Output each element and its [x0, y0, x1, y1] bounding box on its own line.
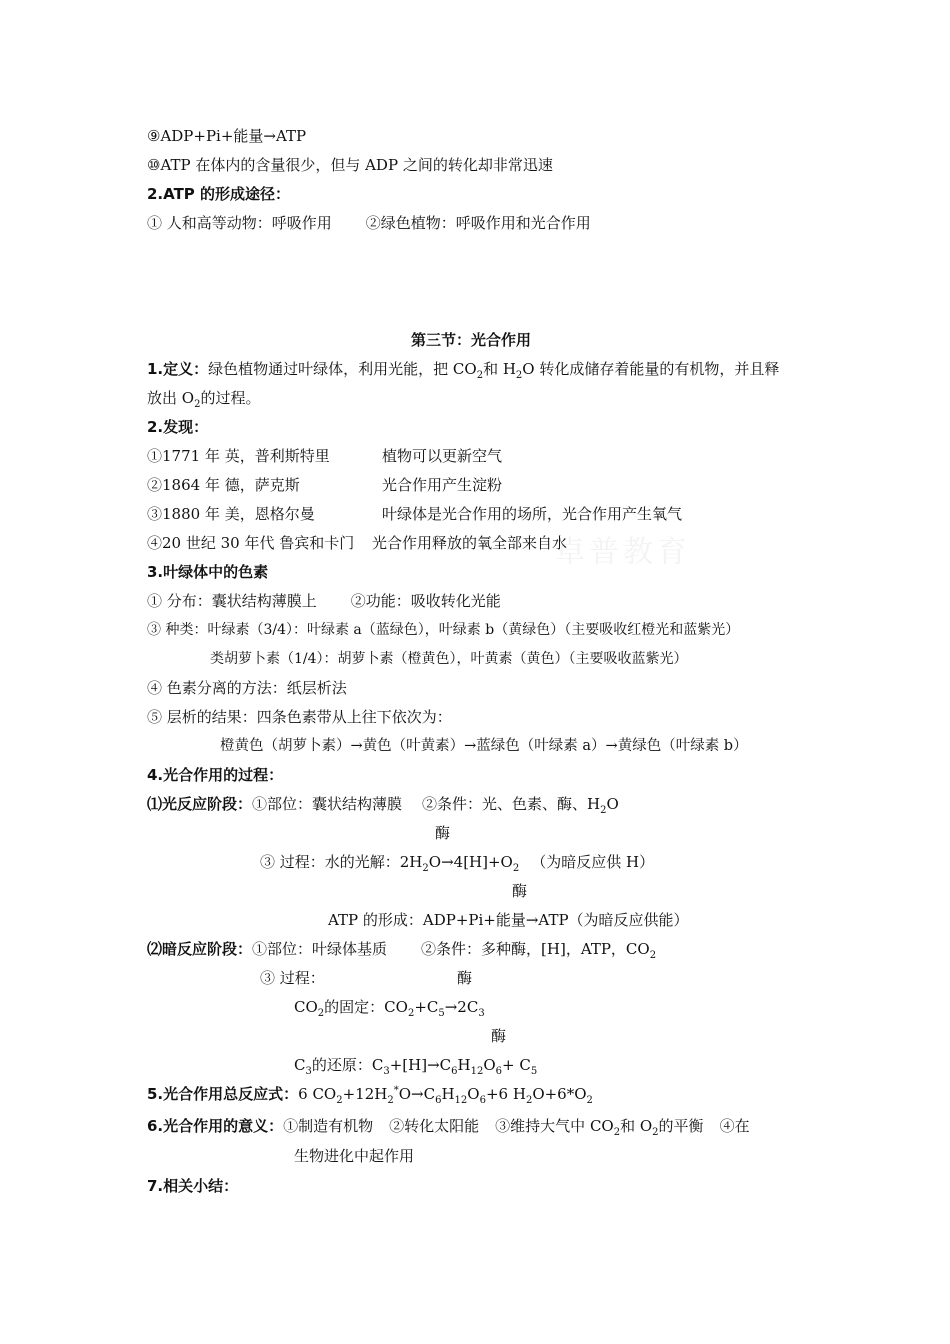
discovery-4-what: 光合作用释放的氧全部来自水 [372, 534, 568, 552]
pigment-result: ⑤ 层析的结果：四条色素带从上往下依次为： [147, 708, 452, 726]
process-label: 4.光合作用的过程： [147, 766, 284, 784]
meaning-line-2: 生物进化中起作用 [294, 1147, 415, 1165]
dark-process-label: ③ 过程： [260, 969, 325, 987]
enzyme-label-2: 酶 [512, 882, 528, 900]
enzyme-label-3: 酶 [457, 969, 473, 987]
enzyme-label-1: 酶 [435, 824, 451, 842]
summary-label: 7.相关小结： [147, 1177, 239, 1195]
light-reaction-line: ⑴光反应阶段：①部位：囊状结构薄膜 ②条件：光、色素、酶、$H_2O$ [147, 795, 619, 816]
discovery-label: 2.发现： [147, 418, 209, 436]
dark-reaction-line: ⑵暗反应阶段：①部位：叶绿体基质 ②条件：多种酶，[H]，ATP，$CO_2$ [147, 940, 657, 961]
discovery-2-what: 光合作用产生淀粉 [382, 476, 503, 494]
pigment-function: ②功能：吸收转化光能 [350, 592, 501, 610]
total-label: 5.光合作用总反应式： [147, 1085, 299, 1103]
atp-item-10: ⑩ATP 在体内的含量很少，但与 ADP 之间的转化却非常迅速 [147, 156, 553, 174]
dark-site: ①部位：叶绿体基质 [252, 940, 388, 958]
atp-item-9: ⑨ADP+Pi+能量→ATP [147, 127, 307, 145]
pigment-distribution: ① 分布：囊状结构薄膜上 ②功能：吸收转化光能 [147, 592, 501, 610]
pathway-animals: ① 人和高等动物：呼吸作用 [147, 214, 332, 232]
c3-reduction: $C_3$的还原：$C_3+[H]\to C_6H_{12}O_6+ C_5$ [294, 1056, 538, 1077]
discovery-3-what: 叶绿体是光合作用的场所，光合作用产生氧气 [382, 505, 683, 523]
meaning-line: 6.光合作用的意义：①制造有机物 ②转化太阳能 ③维持大气中 $CO_2$和 $O_2$的平衡 ④在 [147, 1117, 750, 1138]
definition-line-2: 放出 $O_2$的过程。 [147, 389, 261, 410]
meaning-label: 6.光合作用的意义： [147, 1117, 284, 1135]
light-conditions: ②条件：光、色素、酶、H [422, 795, 601, 813]
pigment-kind-1: ③ 种类：叶绿素（3/4）：叶绿素 a（蓝绿色），叶绿素 b（黄绿色）（主要吸收红橙光和蓝紫光） [147, 622, 740, 638]
light-reaction-label: ⑴光反应阶段： [147, 795, 253, 813]
co2-fixation: $CO_2$的固定：$CO_2+C_5\to 2C_3$ [294, 998, 485, 1019]
total-equation: 5.光合作用总反应式：6 $CO_2+12H_2^*O\to C_6H_{12}O_6+6$ $H_2O+6*O_2$ [147, 1085, 593, 1106]
discovery-1-when: ①1771 年 英，普利斯特里 [147, 447, 330, 465]
dark-reaction-label: ⑵暗反应阶段： [147, 940, 253, 958]
pigment-order: 橙黄色（胡萝卜素）→黄色（叶黄素）→蓝绿色（叶绿素 a）→黄绿色（叶绿素 b） [220, 738, 748, 754]
watermark: 卓普教育 [555, 535, 691, 570]
definition-line-1: 1.定义：绿色植物通过叶绿体，利用光能，把 $CO_2$和 $H_2O$ 转化成储存着能量的有机物，并且释 [147, 360, 780, 381]
atp-pathways [147, 213, 591, 233]
discovery-3-when: ③1880 年 美，恩格尔曼 [147, 505, 315, 523]
atp-formation: ATP 的形成：ADP+Pi+能量→ATP（为暗反应供能） [328, 911, 689, 929]
pigment-method: ④ 色素分离的方法：纸层析法 [147, 679, 347, 697]
dark-conditions: ②条件：多种酶，[H]，ATP，CO [421, 940, 650, 958]
water-photolysis: ③ 过程：水的光解：$2H_2O\to 4[H]+O_2$ （为暗反应供 H） [260, 853, 655, 874]
pigment-kind-2: 类胡萝卜素（1/4）：胡萝卜素（橙黄色），叶黄素（黄色）（主要吸收蓝紫光） [210, 651, 688, 667]
definition-label: 1.定义： [147, 360, 209, 378]
discovery-2-when: ②1864 年 德，萨克斯 [147, 476, 300, 494]
pathway-plants: ②绿色植物：呼吸作用和光合作用 [365, 214, 591, 232]
enzyme-label-4: 酶 [491, 1027, 507, 1045]
discovery-1-what: 植物可以更新空气 [382, 447, 503, 465]
light-site: ①部位：囊状结构薄膜 [252, 795, 403, 813]
pigment-label: 3.叶绿体中的色素 [147, 563, 269, 581]
discovery-4-when: ④20 世纪 30 年代 鲁宾和卡门 [147, 534, 355, 552]
section-title: 第三节：光合作用 [411, 331, 532, 349]
atp-heading-2: 2.ATP 的形成途径： [147, 185, 291, 203]
